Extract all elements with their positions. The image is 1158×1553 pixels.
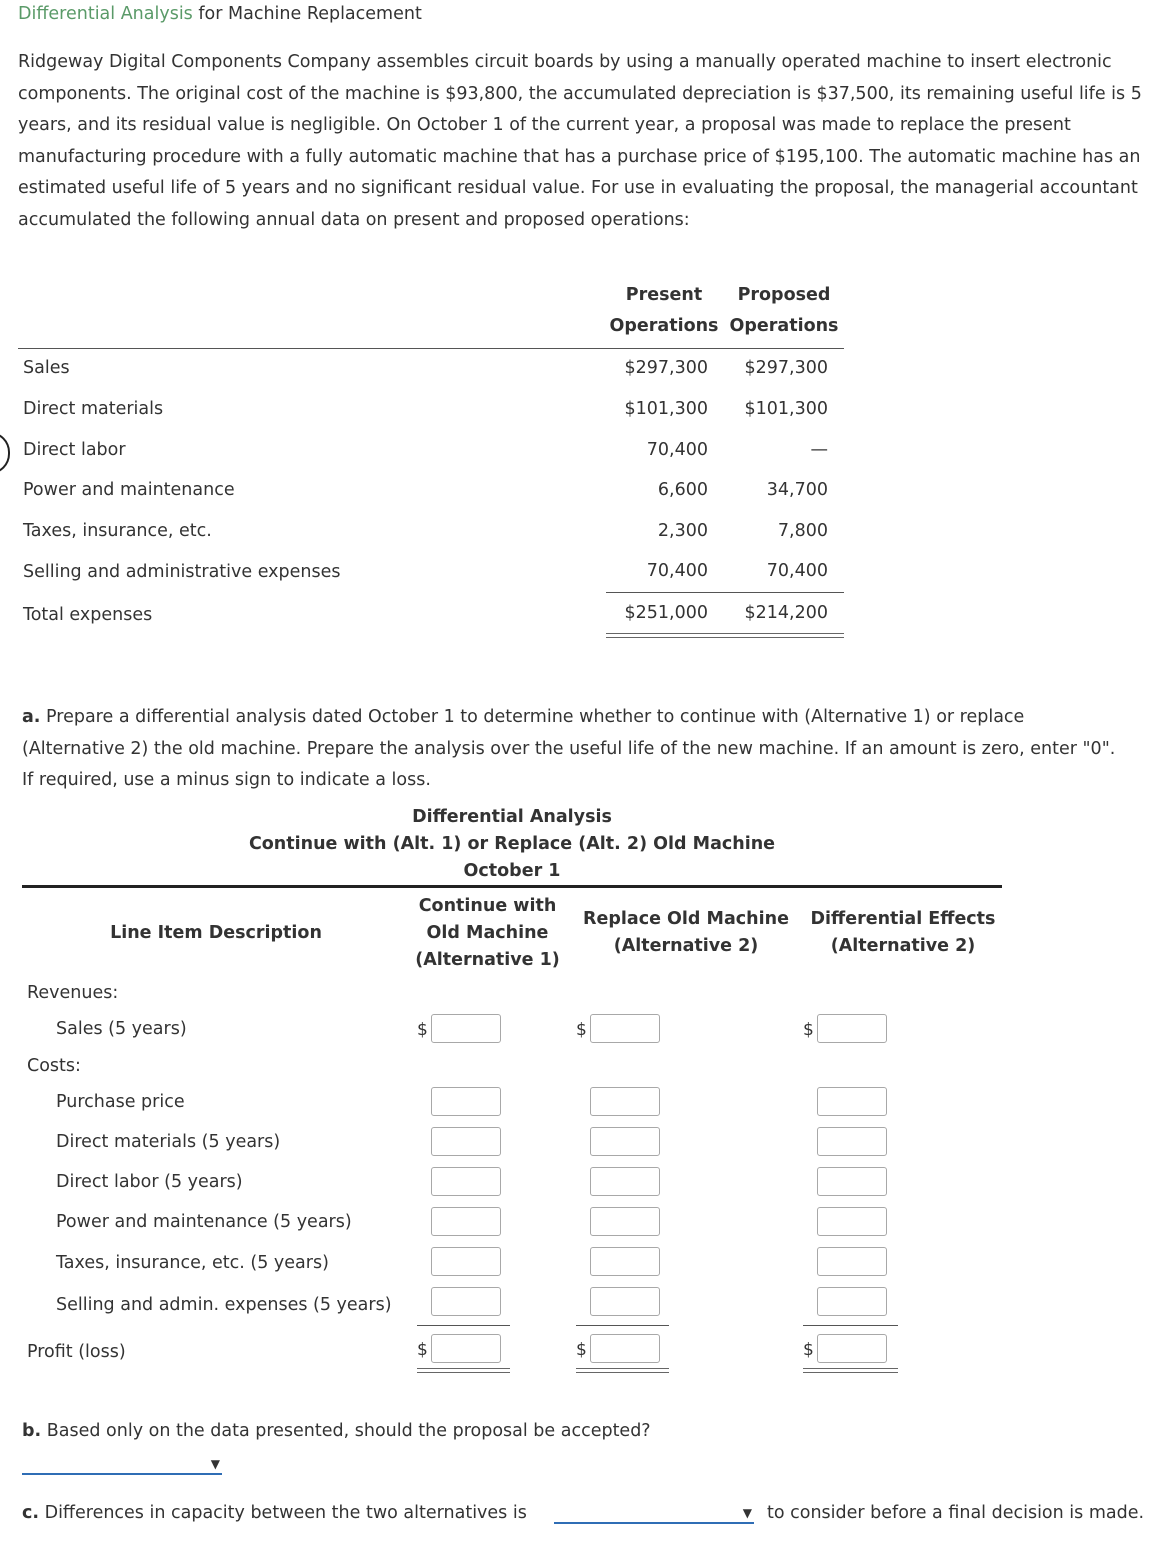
row-proposed: $297,300: [744, 358, 828, 378]
col-desc-header: Line Item Description: [110, 923, 322, 943]
power-maintenance-diff-input[interactable]: [817, 1207, 887, 1236]
cost-item-label: Power and maintenance (5 years): [56, 1212, 352, 1232]
selling-admin-alt1-input[interactable]: [431, 1287, 501, 1316]
col2-header-2: (Alternative 2): [613, 936, 759, 956]
row-present: 70,400: [646, 440, 708, 460]
proposed-header-2: Operations: [729, 316, 839, 336]
cost-item-label: Taxes, insurance, etc. (5 years): [56, 1253, 329, 1273]
part-a-question: [22, 702, 1132, 797]
analysis-title: Differential Analysis: [412, 807, 612, 827]
sales-label: Sales (5 years): [56, 1019, 187, 1039]
taxes-insurance-diff-input[interactable]: [817, 1247, 887, 1276]
currency-symbol: $: [417, 1020, 428, 1040]
taxes-insurance-alt1-input[interactable]: [431, 1247, 501, 1276]
row-label: Total expenses: [23, 605, 153, 625]
part-c-text: Differences in capacity between the two alternatives is: [39, 1503, 527, 1523]
profit-alt1-input[interactable]: [431, 1334, 501, 1363]
row-label: Power and maintenance: [23, 480, 235, 500]
total-double-rule: [803, 1368, 898, 1373]
direct-materials-alt1-input[interactable]: [431, 1127, 501, 1156]
row-proposed: 70,400: [766, 561, 828, 581]
proposed-header-1: Proposed: [737, 285, 831, 305]
cost-item-label: Direct labor (5 years): [56, 1172, 243, 1192]
row-label: Selling and administrative expenses: [23, 562, 341, 582]
part-a-text: Prepare a differential analysis dated October 1 to determine whether to continue with (Alternative 1) or replace (Alternative 2) the old machine. Prepare the analysis over the useful life of the new machine. If an amount is zero, enter "0". If required, use a minus sign to indicate a loss.: [22, 707, 1116, 790]
currency-symbol: $: [803, 1340, 814, 1360]
profit-alt2-input[interactable]: [590, 1334, 660, 1363]
analysis-date: October 1: [463, 861, 561, 881]
analysis-subtitle: Continue with (Alt. 1) or Replace (Alt. 2) Old Machine: [248, 834, 776, 854]
row-present: $101,300: [624, 399, 708, 419]
currency-symbol: $: [417, 1340, 428, 1360]
title-link[interactable]: Differential Analysis: [18, 4, 193, 24]
row-label: Sales: [23, 358, 70, 378]
row-present: 70,400: [646, 561, 708, 581]
currency-symbol: $: [576, 1340, 587, 1360]
subtotal-rule: [417, 1325, 510, 1326]
proposal-accept-dropdown[interactable]: [22, 1455, 222, 1475]
direct-labor-diff-input[interactable]: [817, 1167, 887, 1196]
subtotal-rule: [606, 592, 844, 593]
subtotal-rule: [576, 1325, 669, 1326]
present-header-1: Present: [625, 285, 703, 305]
title-rest: for Machine Replacement: [192, 4, 422, 24]
purchase-price-alt2-input[interactable]: [590, 1087, 660, 1116]
present-header-2: Operations: [609, 316, 719, 336]
power-maintenance-alt1-input[interactable]: [431, 1207, 501, 1236]
part-c-question: [22, 1503, 527, 1523]
cost-item-label: Direct materials (5 years): [56, 1132, 281, 1152]
selling-admin-alt2-input[interactable]: [590, 1287, 660, 1316]
sales-alt1-input[interactable]: [431, 1014, 501, 1043]
profit-label: Profit (loss): [27, 1342, 126, 1362]
part-b-label: b.: [22, 1421, 42, 1441]
page-title: [18, 4, 422, 24]
row-present: $251,000: [624, 603, 708, 623]
col3-header-2: (Alternative 2): [830, 936, 976, 956]
row-marker: [0, 432, 10, 474]
purchase-price-alt1-input[interactable]: [431, 1087, 501, 1116]
col2-header-1: Replace Old Machine: [583, 909, 789, 929]
currency-symbol: $: [803, 1020, 814, 1040]
part-a-label: a.: [22, 707, 41, 727]
intro-paragraph: Ridgeway Digital Components Company assembles circuit boards by using a manually operated machine to insert electronic components. The original cost of the machine is $93,800, the accumulated depreciation is $37,500, its remaining useful life is 5 years, and its residual value is negligible. On October 1 of the current year, a proposal was made to replace the present manufacturing procedure with a fully automatic machine that has a purchase price of $195,100. The automatic machine has an estimated useful life of 5 years and no significant residual value. For use in evaluating the proposal, the managerial accountant accumulated the following annual data on present and proposed operations:: [18, 52, 1142, 230]
part-c-label: c.: [22, 1503, 40, 1523]
row-present: 6,600: [657, 480, 708, 500]
direct-labor-alt1-input[interactable]: [431, 1167, 501, 1196]
direct-labor-alt2-input[interactable]: [590, 1167, 660, 1196]
col1-header-2: Old Machine: [426, 923, 549, 943]
chevron-down-icon: ▼: [742, 1506, 752, 1520]
row-label: Taxes, insurance, etc.: [23, 521, 212, 541]
costs-label: Costs:: [27, 1056, 81, 1076]
revenues-label: Revenues:: [27, 983, 119, 1003]
col1-header-3: (Alternative 1): [415, 950, 560, 970]
power-maintenance-alt2-input[interactable]: [590, 1207, 660, 1236]
sales-alt2-input[interactable]: [590, 1014, 660, 1043]
direct-materials-diff-input[interactable]: [817, 1127, 887, 1156]
total-double-rule: [576, 1368, 669, 1373]
row-proposed: 34,700: [766, 480, 828, 500]
cost-item-label: Selling and admin. expenses (5 years): [56, 1295, 392, 1315]
cost-item-label: Purchase price: [56, 1092, 185, 1112]
subtotal-rule: [803, 1325, 898, 1326]
profit-diff-input[interactable]: [817, 1334, 887, 1363]
row-label: Direct labor: [23, 440, 126, 460]
part-c-after-text: to consider before a final decision is made.: [767, 1503, 1145, 1523]
purchase-price-diff-input[interactable]: [817, 1087, 887, 1116]
col1-header-1: Continue with: [418, 896, 557, 916]
analysis-header-rule: [22, 885, 1002, 888]
row-proposed: $214,200: [744, 603, 828, 623]
direct-materials-alt2-input[interactable]: [590, 1127, 660, 1156]
chevron-down-icon: ▼: [210, 1457, 220, 1471]
taxes-insurance-alt2-input[interactable]: [590, 1247, 660, 1276]
row-present: 2,300: [657, 521, 708, 541]
row-label: Direct materials: [23, 399, 164, 419]
currency-symbol: $: [576, 1020, 587, 1040]
table-header-rule: [18, 348, 844, 349]
sales-diff-input[interactable]: [817, 1014, 887, 1043]
part-b-question: [22, 1421, 651, 1441]
col3-header-1: Differential Effects: [810, 909, 996, 929]
total-double-rule: [606, 633, 844, 638]
part-b-text: Based only on the data presented, should the proposal be accepted?: [41, 1421, 651, 1441]
row-proposed: 7,800: [777, 521, 828, 541]
capacity-difference-dropdown[interactable]: [554, 1504, 754, 1524]
total-double-rule: [417, 1368, 510, 1373]
row-present: $297,300: [624, 358, 708, 378]
row-proposed: $101,300: [744, 399, 828, 419]
selling-admin-diff-input[interactable]: [817, 1287, 887, 1316]
row-proposed: —: [810, 440, 828, 460]
